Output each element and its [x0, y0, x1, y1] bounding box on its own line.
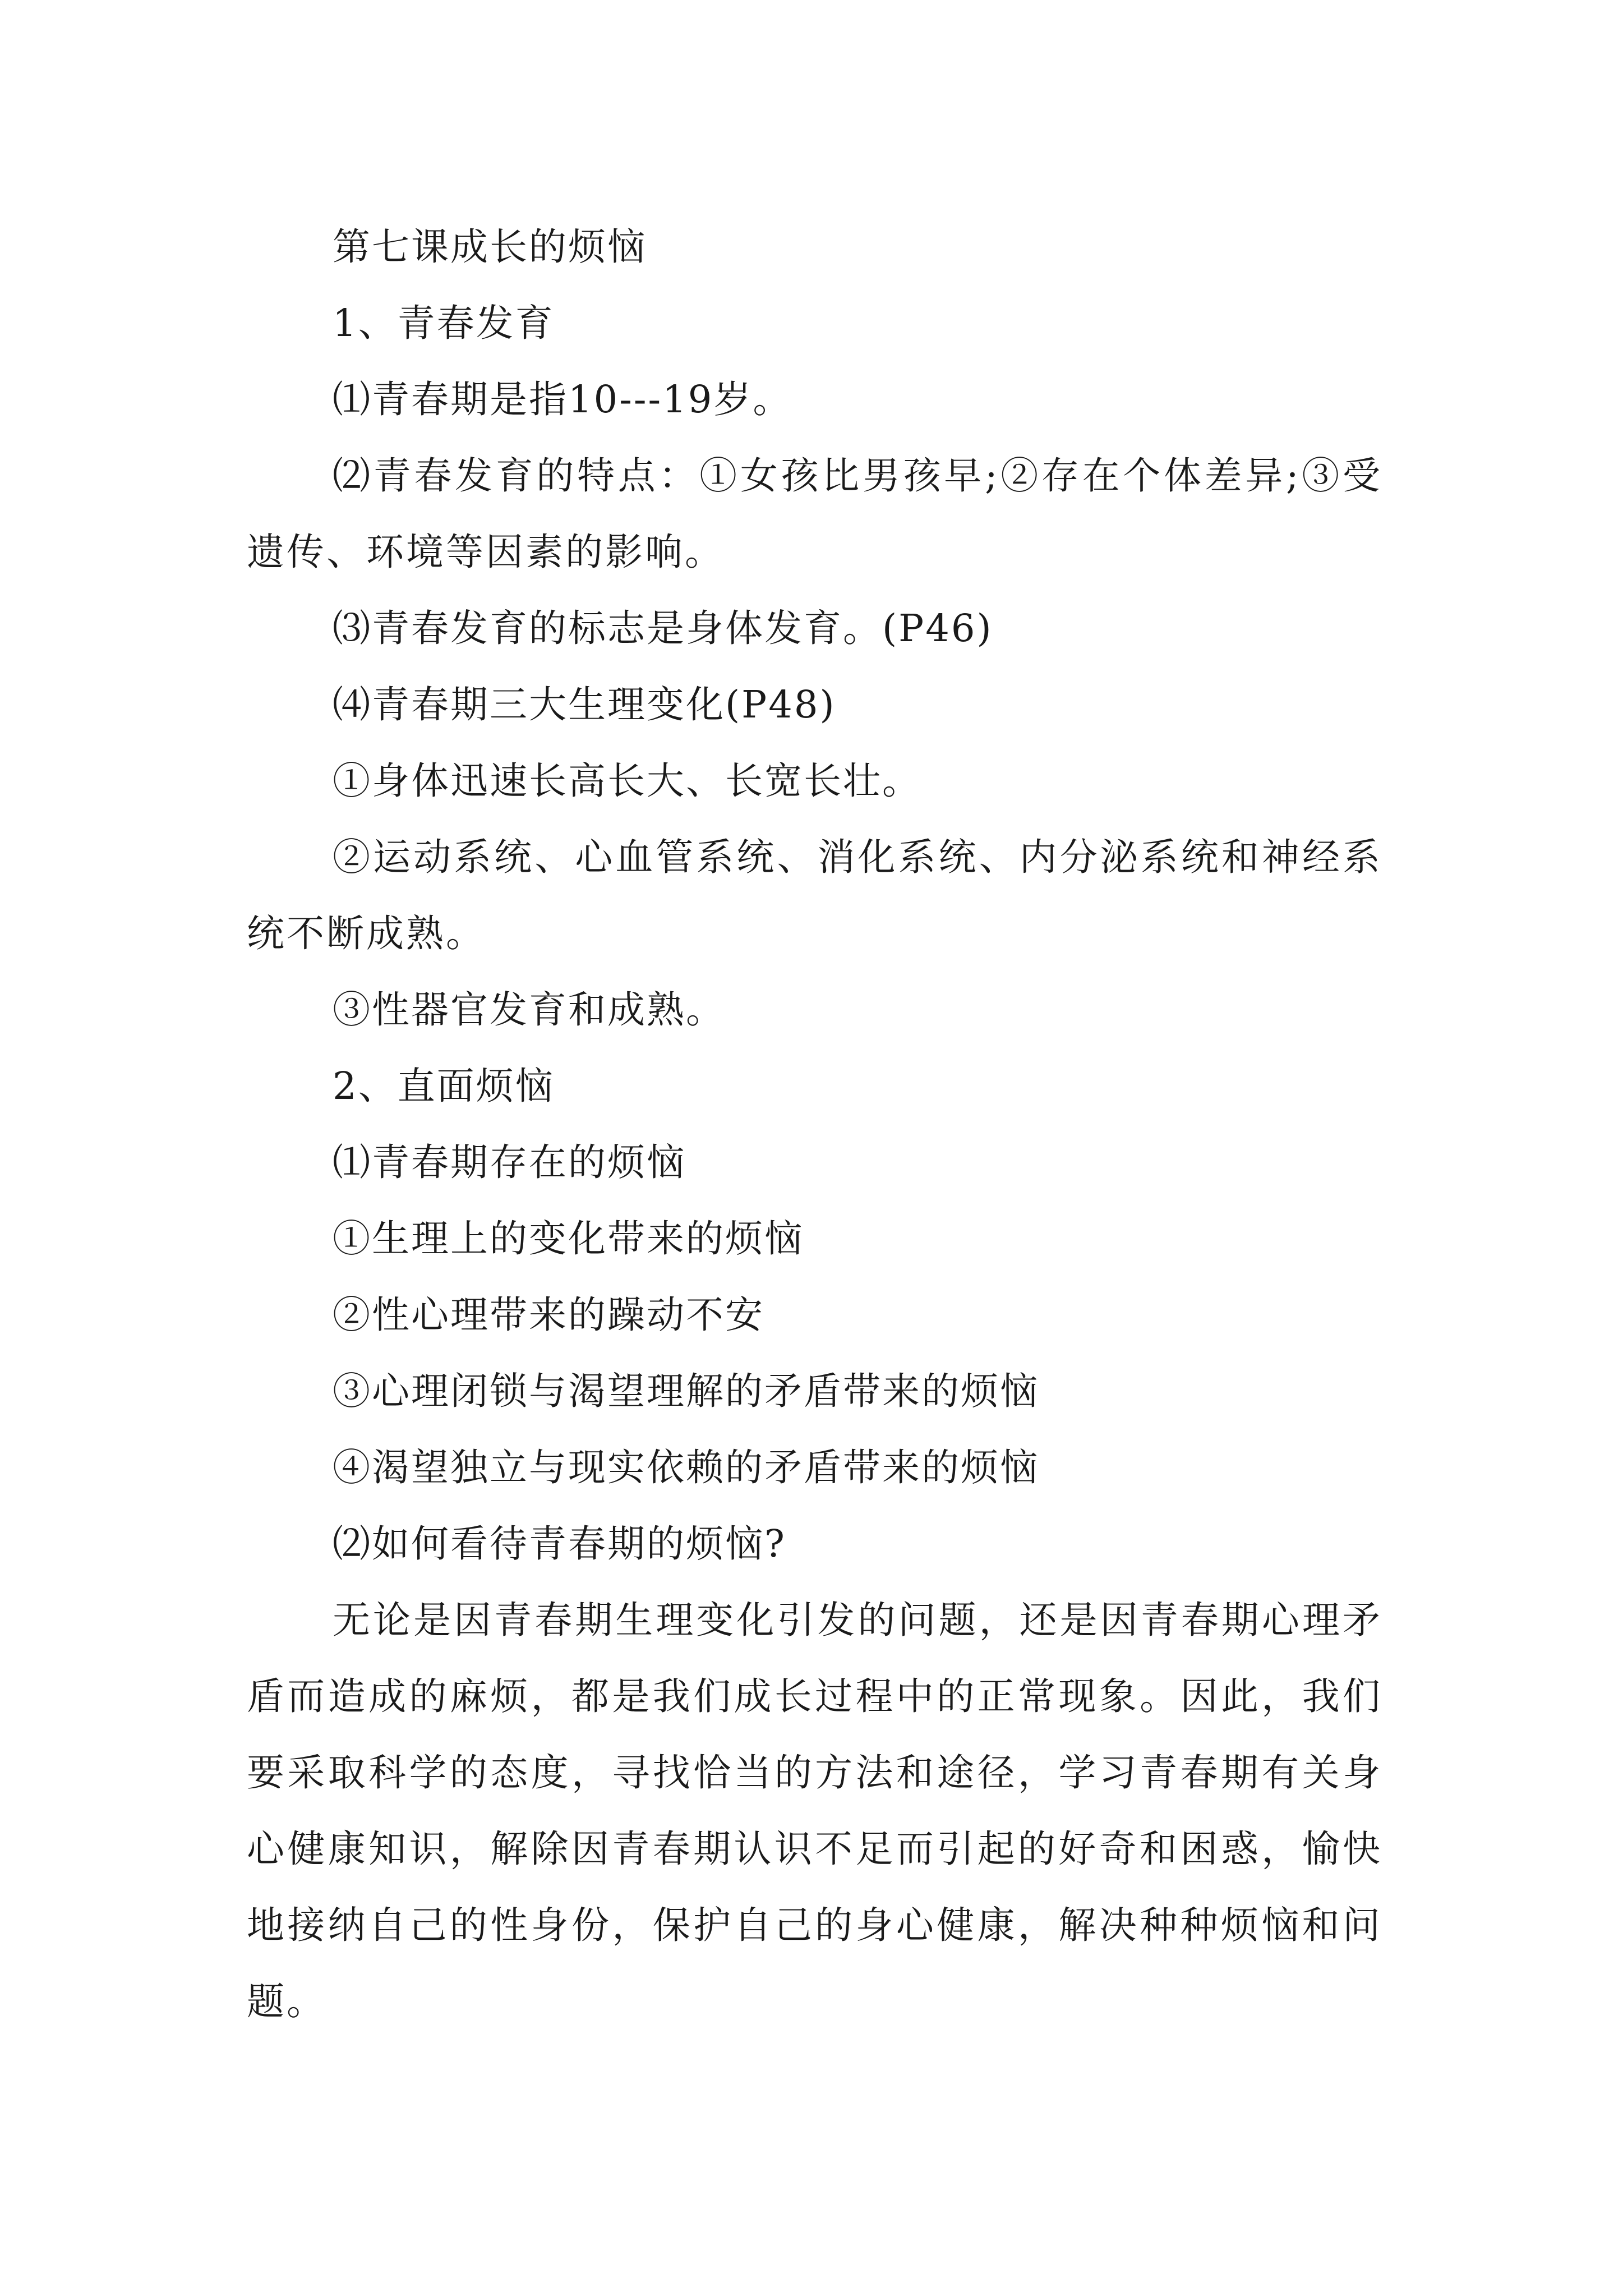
- lesson-title: 第七课成长的烦恼: [333, 225, 647, 269]
- text-paragraph: 无论是因青春期生理变化引发的问题，还是因青春期心理矛盾而造成的麻烦，都是我们成长过程中的正常现象。因此，我们要采取科学的态度，寻找恰当的方法和途径，学习青春期有关身心健康知识，解除因青春期认识不足而引起的好奇和困惑，愉快地接纳自己的性身份，保护自己的身心健康，解决种种烦恼和问题。: [247, 1598, 1382, 2023]
- text-line: ③性器官发育和成熟。: [333, 988, 725, 1032]
- document-body: [247, 209, 1382, 2040]
- text-line: ⑵如何看待青春期的烦恼?: [333, 1522, 786, 1566]
- text-paragraph: ⑵青春发育的特点：①女孩比男孩早;②存在个体差异;③受遗传、环境等因素的影响。: [247, 454, 1382, 574]
- text-line: ⑴青春期是指10---19岁。: [333, 378, 792, 421]
- text-line: ⑶青春发育的标志是身体发育。(P46): [333, 606, 993, 650]
- text-line: ③心理闭锁与渴望理解的矛盾带来的烦恼: [333, 1369, 1039, 1413]
- text-line: ①生理上的变化带来的烦恼: [333, 1217, 804, 1260]
- text-paragraph: ②运动系统、心血管系统、消化系统、内分泌系统和神经系统不断成熟。: [247, 835, 1382, 955]
- section-heading-1: 1、青春发育: [333, 301, 555, 345]
- text-line: ⑷青春期三大生理变化(P48): [333, 683, 836, 726]
- text-line: ④渴望独立与现实依赖的矛盾带来的烦恼: [333, 1446, 1039, 1489]
- text-line: ①身体迅速长高长大、长宽长壮。: [333, 759, 921, 803]
- text-line: ⑴青春期存在的烦恼: [333, 1140, 686, 1184]
- text-line: ②性心理带来的躁动不安: [333, 1293, 764, 1337]
- section-heading-2: 2、直面烦恼: [333, 1064, 555, 1108]
